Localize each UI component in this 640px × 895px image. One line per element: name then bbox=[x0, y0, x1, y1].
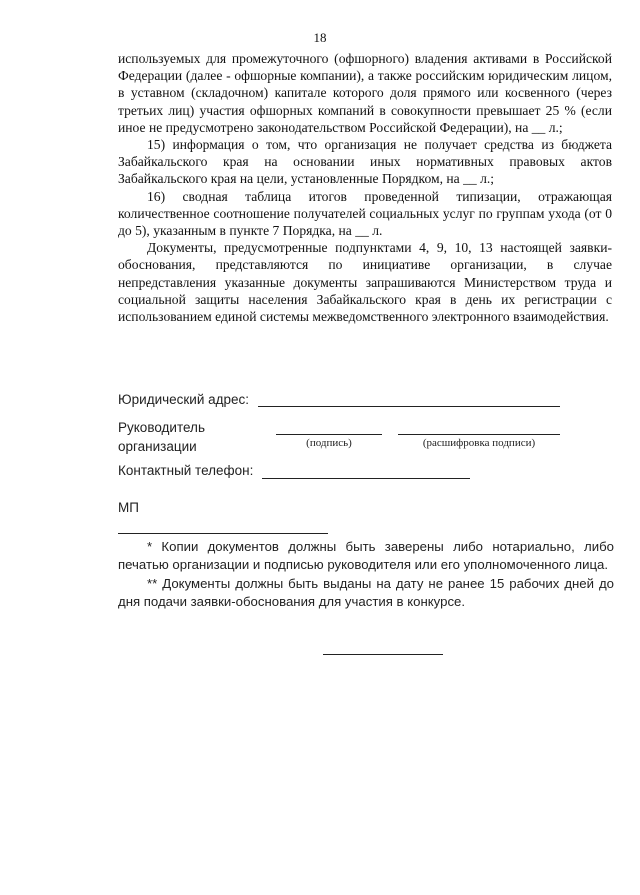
head-label-line1: Руководитель bbox=[118, 420, 205, 435]
stamp-label: МП bbox=[118, 500, 139, 515]
paragraph-item-15: 15) информация о том, что организация не получает средства из бюджета Забайкальского края на основании иных нормативных правовых актов Забайкальского края на цели, установленные Порядком, на __ л.; bbox=[118, 137, 612, 187]
footnote-separator bbox=[118, 533, 328, 534]
footnotes bbox=[118, 538, 614, 610]
body-text bbox=[118, 50, 612, 325]
phone-label: Контактный телефон: bbox=[118, 463, 254, 478]
page-number: 18 bbox=[313, 30, 327, 45]
signature-caption: (подпись) bbox=[306, 437, 352, 449]
legal-address-label: Юридический адрес: bbox=[118, 392, 250, 407]
phone-line bbox=[262, 478, 470, 479]
head-label-line2: организации bbox=[118, 439, 197, 454]
legal-address-line bbox=[258, 406, 560, 407]
decoding-line bbox=[398, 434, 560, 435]
paragraph-item-16: 16) сводная таблица итогов проведенной типизации, отражающая количественное соотношение получателей социальных услуг по группам ухода (от 0 до 5), указанным в пункте 7 Порядка, на __ л. bbox=[118, 188, 612, 239]
decoding-caption: (расшифровка подписи) bbox=[422, 437, 536, 449]
paragraph-documents-note: Документы, предусмотренные подпунктами 4, 9, 10, 13 настоящей заявки-обоснования, представляются по инициативе организации, в случае непредставления указанные документы запрашиваются Министерством труда и социальной защиты населения Забайкальского края в день их регистрации с использованием единой системы межведомственного электронного взаимодействия. bbox=[118, 240, 612, 325]
head-label bbox=[118, 418, 205, 456]
signature-line bbox=[276, 434, 382, 435]
footnote-copies: * Копии документов должны быть заверены либо нотариально, либо печатью организации и подписью руководителя или его уполномоченного лица. bbox=[118, 539, 614, 572]
end-line bbox=[323, 654, 443, 655]
footnote-issue-date: ** Документы должны быть выданы на дату не ранее 15 рабочих дней до дня подачи заявки-обоснования для участия в конкурсе. bbox=[118, 576, 614, 609]
paragraph-offshore: используемых для промежуточного (офшорного) владения активами в Российской Федерации (далее - офшорные компании), а также российским юридическим лицом, в уставном (складочном) капитале которого доля прямого или косвенного (через третьих лиц) участия офшорных компаний в совокупности превышает 25 % (если иное не предусмотрено законодательством Российской Федерации), на __ л.; bbox=[118, 51, 612, 135]
